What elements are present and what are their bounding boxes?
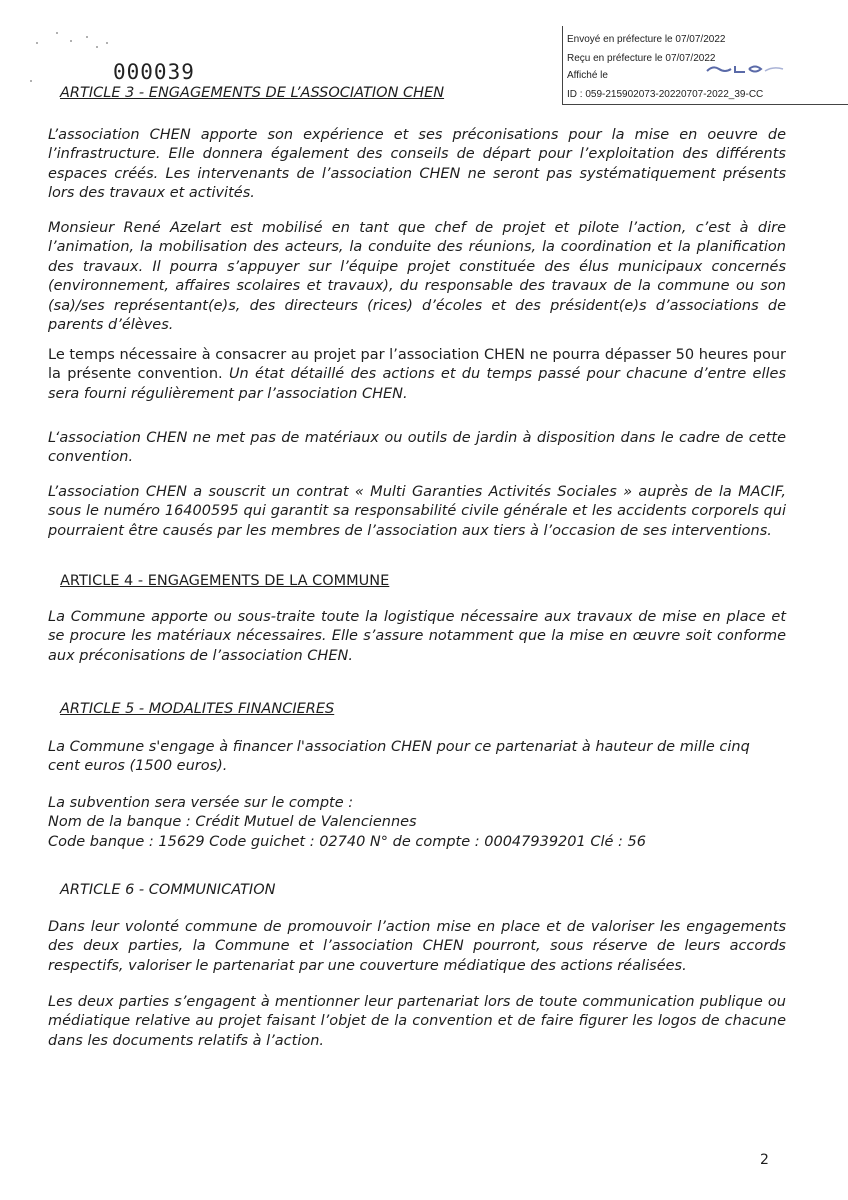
article-5-paragraph-1: La Commune s'engage à financer l'association CHEN pour ce partenariat à hauteur de mille cinq cent euros (1500 euros).	[48, 739, 750, 775]
article-3-title: ARTICLE 3 - ENGAGEMENTS DE L’ASSOCIATION CHEN	[60, 85, 445, 101]
stamp-id: ID : 059-215902073-20220707-2022_39-CC	[567, 89, 764, 100]
bank-name: Nom de la banque : Crédit Mutuel de Valenciennes	[48, 814, 417, 831]
article-4-paragraph-1: La Commune apporte ou sous-traite toute la logistique nécessaire aux travaux de mise en place et se procure les matériaux nécessaires. Elle s’assure notamment que la mise en œuvre soit conforme aux préconisations de l’association CHEN.	[48, 609, 786, 664]
page-number: 2	[760, 1152, 769, 1168]
stamp-received-date: Reçu en préfecture le 07/07/2022	[567, 53, 716, 64]
bank-codes: Code banque : 15629 Code guichet : 02740 N° de compte : 00047939201 Clé : 56	[48, 833, 646, 850]
stamp-sent-date: Envoyé en préfecture le 07/07/2022	[567, 34, 726, 45]
article-6-paragraph-1: Dans leur volonté commune de promouvoir l’action mise en place et de valoriser les engagements des deux parties, la Commune et l’association CHEN pourront, sous réserve de leurs accords respectifs, valoriser le partenariat par une couverture médiatique des actions réalisées.	[48, 919, 786, 974]
stamp-signature-mark	[705, 63, 785, 75]
stamp-posted-date: Affiché le	[567, 70, 608, 81]
article-5-title: ARTICLE 5 - MODALITES FINANCIERES	[60, 701, 335, 717]
article-6-title: ARTICLE 6 - COMMUNICATION	[60, 882, 276, 898]
article-3-paragraph-5: L’association CHEN a souscrit un contrat « Multi Garanties Activités Sociales » auprès de la MACIF, sous le numéro 16400595 qui garantit sa responsabilité civile générale et les accidents corporels qui pourraient être causés par les membres de l’association aux tiers à l’occasion de ses interventions.	[48, 484, 786, 539]
prefecture-stamp	[562, 26, 848, 105]
document-number: 000039	[113, 60, 195, 84]
bank-account-details	[48, 794, 786, 852]
article-3-paragraph-4: L‘association CHEN ne met pas de matériaux ou outils de jardin à disposition dans le cadre de cette convention.	[48, 430, 786, 466]
article-3-paragraph-3	[48, 346, 786, 404]
article-4-title: ARTICLE 4 - ENGAGEMENTS DE LA COMMUNE	[60, 573, 390, 589]
bank-account-intro: La subvention sera versée sur le compte :	[48, 795, 354, 811]
article-3-paragraph-2: Monsieur René Azelart est mobilisé en tant que chef de projet et pilote l’action, c’est à dire l’animation, la mobilisation des acteurs, la conduite des réunions, la coordination et la planification des travaux. Il pourra s’appuyer sur l’équipe projet constituée des élus municipaux concernés (environnement, affaires scolaires et travaux), du responsable des travaux de la commune ou son (sa)/ses représentant(e)s, des directeurs (rices) d’écoles et des président(e)s d’associations de parents d’élèves.	[48, 220, 786, 334]
scan-specks	[30, 28, 120, 88]
article-6-paragraph-2: Les deux parties s’engagent à mentionner leur partenariat lors de toute communication publique ou médiatique relative au projet faisant l’objet de la convention et de faire figurer les logos de chacune dans les documents relatifs à l’action.	[48, 994, 786, 1049]
article-3-paragraph-1: L’association CHEN apporte son expérience et ses préconisations pour la mise en oeuvre de l’infrastructure. Elle donnera également des conseils de départ pour l’exploitation des différents espaces créés. Les intervenants de l’association CHEN ne seront pas systématiquement présents lors des travaux et activités.	[48, 127, 786, 202]
article-3-paragraph-3-italic: Un état détaillé des actions et du temps passé pour chacune d’entre elles sera fourni régulièrement par l’association CHEN.	[48, 366, 787, 402]
article-3-paragraph-3-regular: Le temps nécessaire à consacrer au projet par l’association CHEN ne pourra dépasser 50 heures pour la présente convention.	[48, 347, 786, 383]
